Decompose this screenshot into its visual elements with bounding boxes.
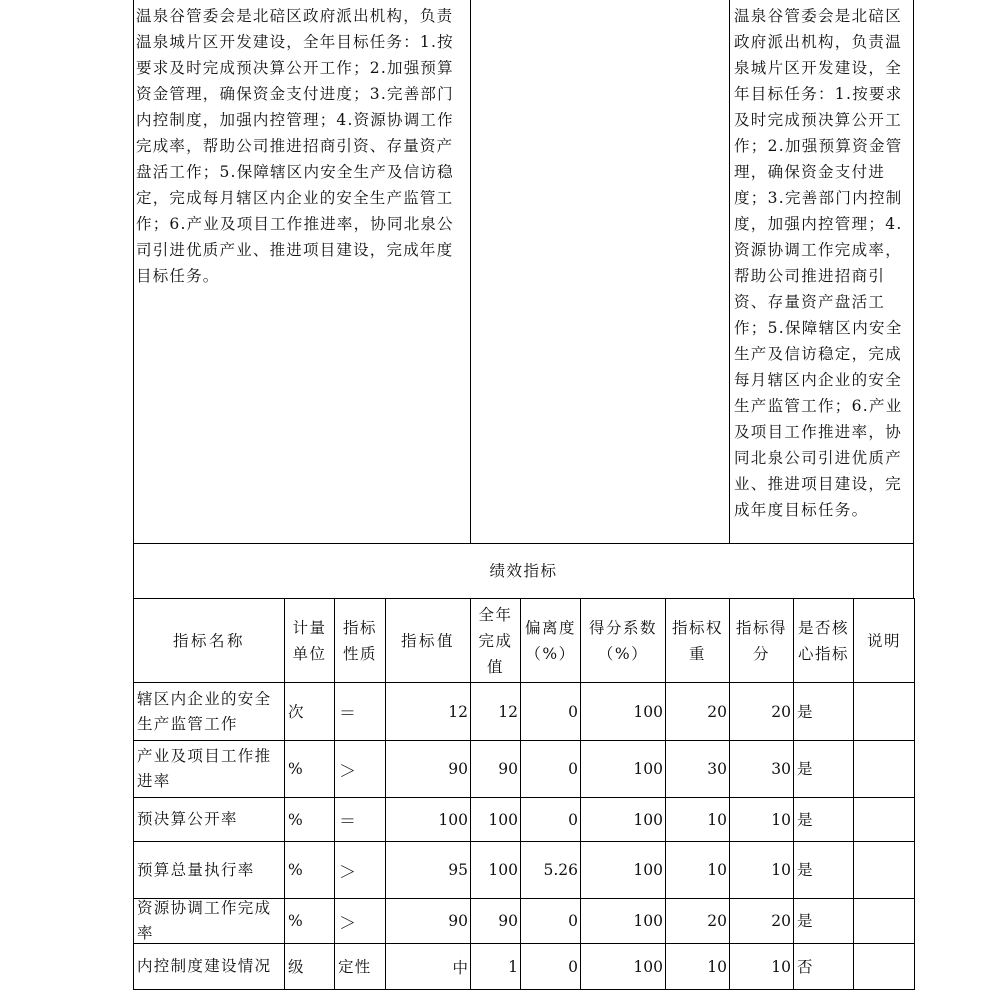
cell-weight: 10 — [665, 797, 730, 842]
cell-score-coefficient: 100 — [580, 682, 666, 741]
cell-deviation: 0 — [520, 898, 581, 944]
cell-is-core: 是 — [793, 797, 854, 842]
cell-deviation: 0 — [520, 740, 581, 798]
cell-indicator-name: 预决算公开率 — [133, 797, 285, 842]
column-header-score: 指标得分 — [729, 598, 794, 683]
cell-note — [853, 797, 915, 842]
cell-actual-value: 100 — [470, 841, 521, 899]
cell-indicator-name: 预算总量执行率 — [133, 841, 285, 899]
cell-actual-value: 12 — [470, 682, 521, 741]
cell-weight: 20 — [665, 682, 730, 741]
column-header-deviation: 偏离度（%） — [520, 598, 581, 683]
cell-actual-value: 90 — [470, 740, 521, 798]
cell-score-coefficient: 100 — [580, 740, 666, 798]
cell-is-core: 是 — [793, 682, 854, 741]
column-header-note: 说明 — [853, 598, 915, 683]
cell-target-value: 12 — [385, 682, 471, 741]
cell-score-coefficient: 100 — [580, 797, 666, 842]
cell-unit: % — [284, 898, 335, 944]
cell-unit: % — [284, 740, 335, 798]
description-left-cell: 温泉谷管委会是北碚区政府派出机构，负责温泉城片区开发建设，全年目标任务：1.按要求及时完成预决算公开工作；2.加强预算资金管理，确保资金支付进度；3.完善部门内控制度，加强内控管理；4.资源协调工作完成率，帮助公司推进招商引资、存量资产盘活工作；5.保障辖区内安全生产及信访稳定，完成每月辖区内企业的安全生产监管工作；6.产业及项目工作推进率，协同北泉公司引进优质产业、推进项目建设，完成年度目标任务。 — [133, 0, 471, 544]
cell-note — [853, 740, 915, 798]
cell-note — [853, 898, 915, 944]
section-title: 绩效指标 — [133, 543, 914, 599]
cell-deviation: 0 — [520, 682, 581, 741]
column-header-score-coefficient: 得分系数（%） — [580, 598, 666, 683]
column-header-indicator-name: 指标名称 — [133, 598, 285, 683]
cell-deviation: 5.26 — [520, 841, 581, 899]
cell-actual-value: 90 — [470, 898, 521, 944]
cell-weight: 30 — [665, 740, 730, 798]
cell-unit: % — [284, 841, 335, 899]
cell-score: 20 — [729, 898, 794, 944]
performance-table — [133, 0, 914, 988]
cell-target-value: 90 — [385, 740, 471, 798]
cell-nature: ＞ — [334, 841, 386, 899]
cell-deviation: 0 — [520, 943, 581, 990]
column-header-target-value: 指标值 — [385, 598, 471, 683]
cell-score: 20 — [729, 682, 794, 741]
cell-score: 10 — [729, 943, 794, 990]
cell-unit: 级 — [284, 943, 335, 990]
description-middle-cell — [470, 0, 730, 544]
cell-unit: 次 — [284, 682, 335, 741]
cell-score: 10 — [729, 797, 794, 842]
cell-is-core: 是 — [793, 740, 854, 798]
cell-is-core: 是 — [793, 841, 854, 899]
cell-actual-value: 1 — [470, 943, 521, 990]
column-header-actual-value: 全年完成值 — [470, 598, 521, 683]
cell-score: 30 — [729, 740, 794, 798]
cell-weight: 10 — [665, 841, 730, 899]
cell-score: 10 — [729, 841, 794, 899]
cell-weight: 10 — [665, 943, 730, 990]
cell-target-value: 90 — [385, 898, 471, 944]
description-right-cell: 温泉谷管委会是北碚区政府派出机构，负责温泉城片区开发建设，全年目标任务：1.按要求及时完成预决算公开工作；2.加强预算资金管理，确保资金支付进度；3.完善部门内控制度，加强内控管理；4.资源协调工作完成率，帮助公司推进招商引资、存量资产盘活工作；5.保障辖区内安全生产及信访稳定，完成每月辖区内企业的安全生产监管工作；6.产业及项目工作推进率，协同北泉公司引进优质产业、推进项目建设，完成年度目标任务。 — [729, 0, 914, 544]
cell-score-coefficient: 100 — [580, 841, 666, 899]
cell-score-coefficient: 100 — [580, 898, 666, 944]
column-header-weight: 指标权重 — [665, 598, 730, 683]
cell-nature: ＝ — [334, 682, 386, 741]
cell-indicator-name: 产业及项目工作推进率 — [133, 740, 285, 798]
cell-actual-value: 100 — [470, 797, 521, 842]
cell-nature: 定性 — [334, 943, 386, 990]
cell-indicator-name: 资源协调工作完成率 — [133, 898, 285, 944]
cell-target-value: 95 — [385, 841, 471, 899]
column-header-nature: 指标性质 — [334, 598, 386, 683]
cell-note — [853, 841, 915, 899]
cell-nature: ＞ — [334, 898, 386, 944]
cell-nature: ＝ — [334, 797, 386, 842]
cell-deviation: 0 — [520, 797, 581, 842]
cell-nature: ＞ — [334, 740, 386, 798]
cell-unit: % — [284, 797, 335, 842]
cell-score-coefficient: 100 — [580, 943, 666, 990]
cell-note — [853, 943, 915, 990]
cell-target-value: 100 — [385, 797, 471, 842]
column-header-is-core: 是否核心指标 — [793, 598, 854, 683]
cell-is-core: 是 — [793, 898, 854, 944]
cell-note — [853, 682, 915, 741]
column-header-unit: 计量单位 — [284, 598, 335, 683]
cell-indicator-name: 内控制度建设情况 — [133, 943, 285, 990]
cell-weight: 20 — [665, 898, 730, 944]
cell-target-value: 中 — [385, 943, 471, 990]
cell-indicator-name: 辖区内企业的安全生产监管工作 — [133, 682, 285, 741]
cell-is-core: 否 — [793, 943, 854, 990]
